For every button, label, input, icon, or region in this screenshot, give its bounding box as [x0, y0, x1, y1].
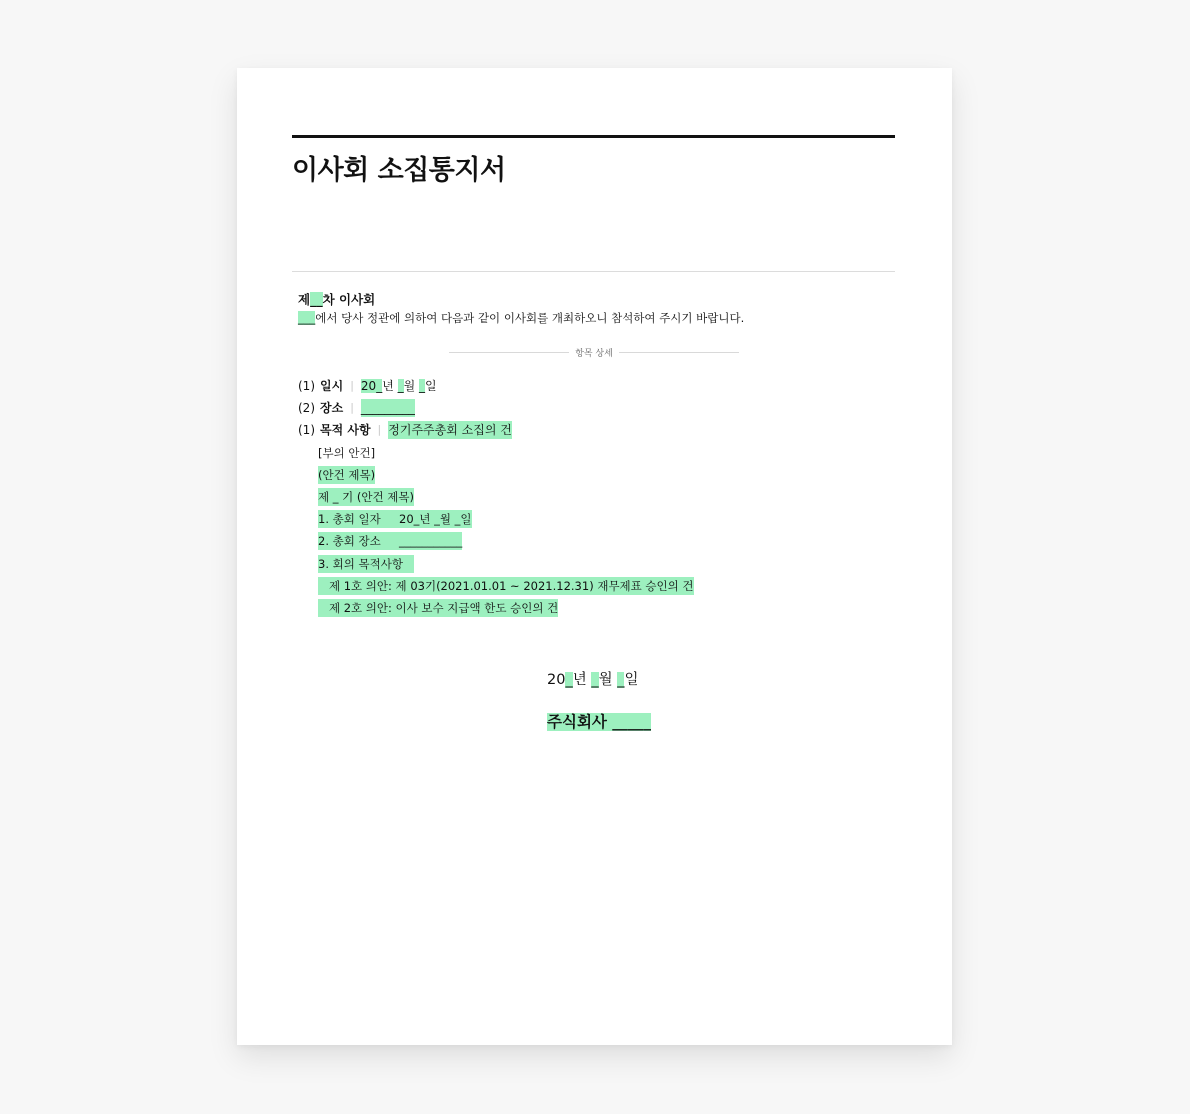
section-divider: [449, 346, 739, 359]
intro-blank[interactable]: ___: [298, 311, 316, 325]
item-place: [298, 399, 694, 421]
title-rule: [292, 135, 895, 138]
item-label: 일시: [320, 379, 344, 393]
agenda-line-text[interactable]: 1. 총회 일자 20_년 _월 _일: [318, 512, 472, 527]
year-blank[interactable]: _: [565, 672, 573, 688]
agenda-line: [298, 510, 694, 532]
item-label: 목적 사항: [320, 423, 371, 438]
signature-date: 20_년 _월 _일: [547, 672, 639, 688]
document-title: 이사회 소집통지서: [292, 155, 506, 186]
item-datetime: [298, 377, 694, 399]
month-field[interactable]: _: [397, 379, 404, 393]
agenda-line-text[interactable]: 제 2호 의안: 이사 보수 지급액 한도 승인의 건: [318, 600, 559, 615]
item-number: (1): [298, 423, 315, 438]
agenda-line: [298, 466, 694, 488]
meeting-number-blank[interactable]: __: [310, 292, 323, 307]
header-divider: [292, 271, 895, 272]
year-field[interactable]: 20_: [360, 379, 383, 393]
intro-text: 에서 당사 정관에 의하여 다음과 같이 이사회를 개최하오니 참석하여 주시기 바랍니다.: [315, 311, 745, 325]
purpose-field[interactable]: 정기주주총회 소집의 건: [388, 423, 512, 438]
day-blank[interactable]: _: [617, 672, 625, 688]
company-name: [547, 710, 651, 732]
item-purpose: [298, 421, 694, 443]
agenda-line: [298, 599, 694, 621]
agenda-line: [298, 555, 694, 577]
document-page: [237, 68, 952, 1045]
agenda-line-text[interactable]: 제 1호 의안: 제 03기(2021.01.01 ~ 2021.12.31) 재무제표 승인의 건: [318, 578, 694, 593]
meeting-heading: [298, 290, 375, 308]
divider-line-left: [449, 352, 569, 353]
company-field[interactable]: 주식회사 _____: [547, 713, 652, 731]
item-number: (2): [298, 401, 315, 416]
meeting-prefix: 제: [298, 292, 311, 307]
section-label: 항목 상세: [575, 349, 613, 359]
agenda-line-text[interactable]: (안건 제목): [318, 467, 376, 482]
item-separator: |: [350, 401, 354, 415]
item-number: (1): [298, 379, 315, 393]
agenda-line-text[interactable]: 2. 총회 장소 ___________: [318, 534, 463, 549]
items-list: [298, 377, 694, 621]
place-field[interactable]: _________: [360, 401, 415, 416]
day-field[interactable]: _: [419, 379, 426, 393]
agenda-line: [298, 577, 694, 599]
agenda-line-text[interactable]: 제 _ 기 (안건 제목): [318, 489, 414, 504]
datetime-value: 20_년 _월 _일: [360, 379, 437, 393]
meeting-suffix: 차 이사회: [322, 292, 376, 307]
agenda-line: [298, 532, 694, 554]
agenda-header: [298, 444, 694, 466]
agenda-header-text: [부의 안건]: [318, 445, 376, 460]
agenda-line: [298, 488, 694, 510]
month-blank[interactable]: _: [591, 672, 599, 688]
intro-paragraph: [298, 310, 744, 326]
item-separator: |: [377, 423, 382, 437]
divider-line-right: [619, 352, 739, 353]
agenda-line-text[interactable]: 3. 회의 목적사항: [318, 556, 414, 571]
item-separator: |: [350, 379, 354, 392]
item-label: 장소: [320, 401, 344, 416]
